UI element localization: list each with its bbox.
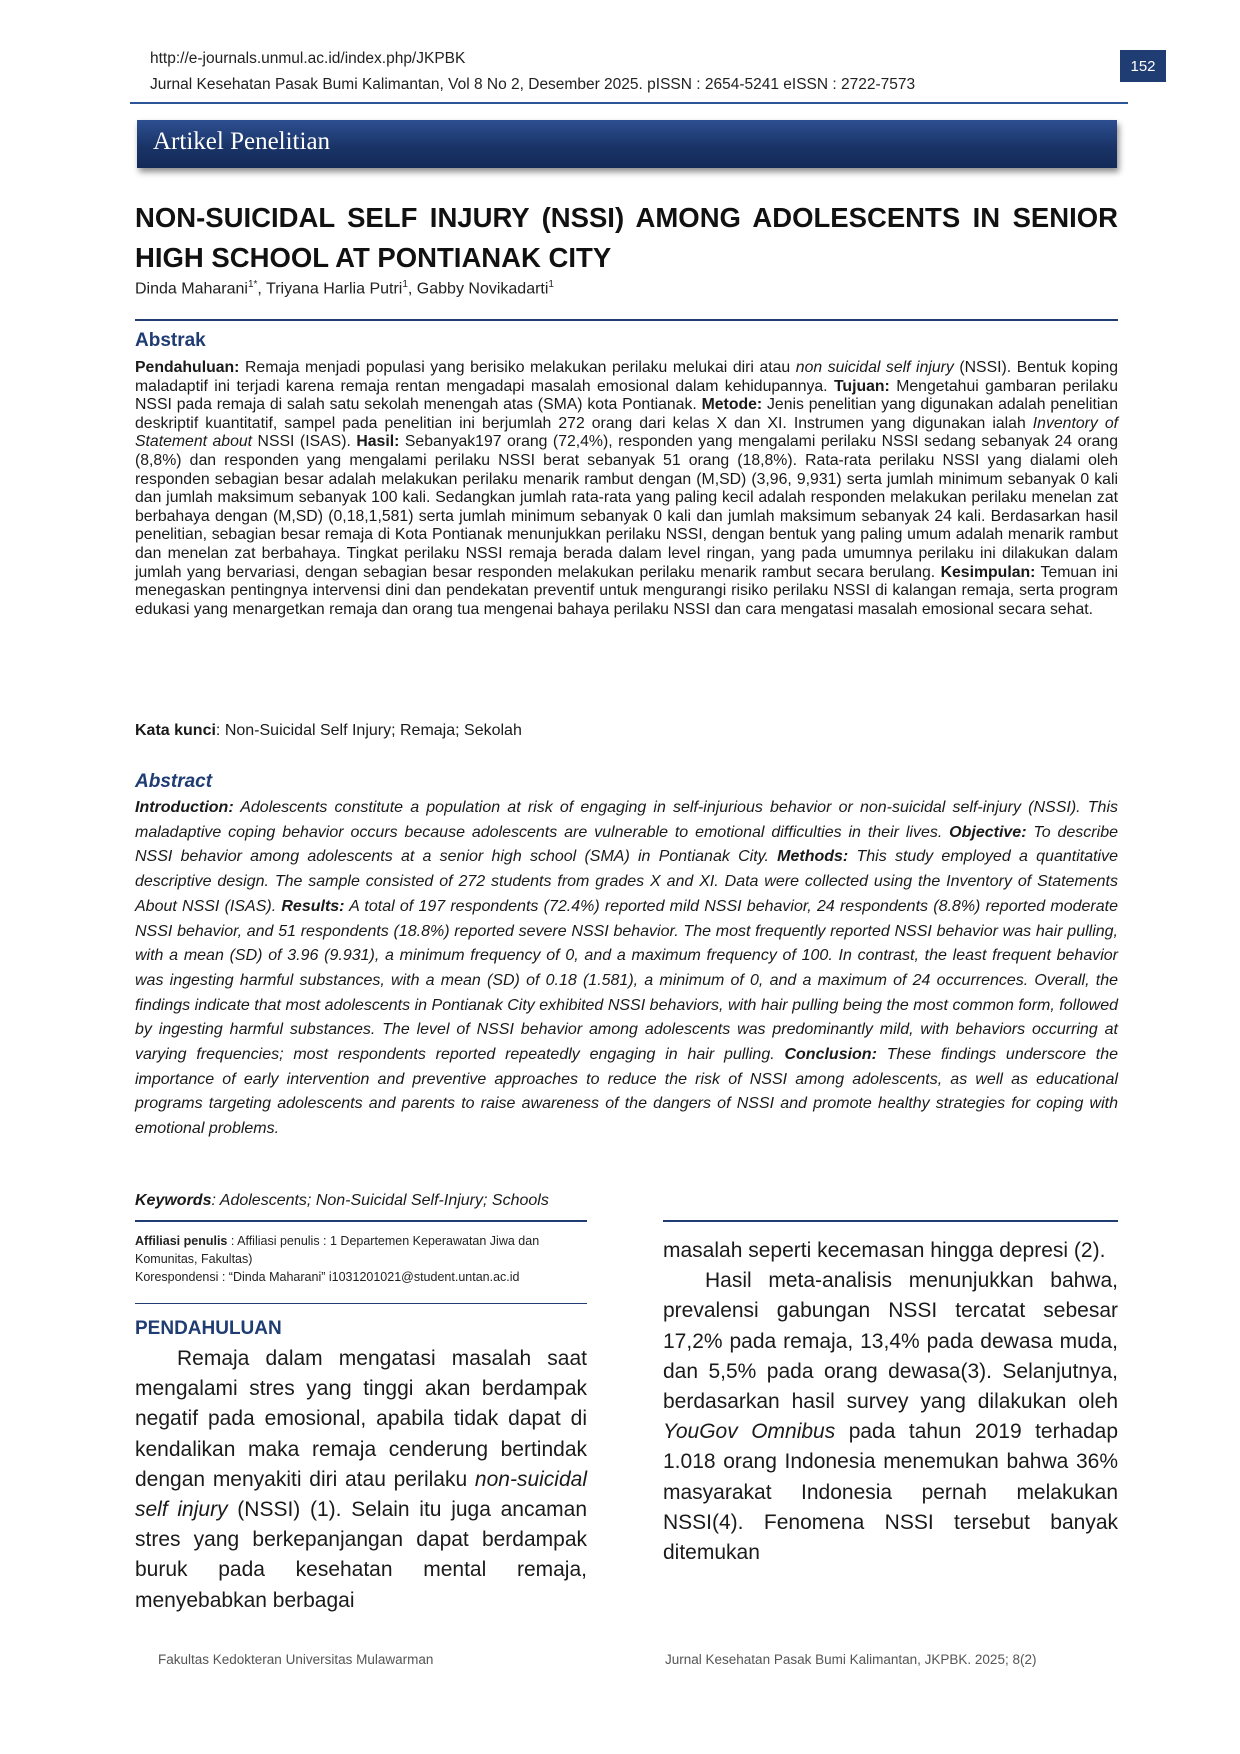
affiliation-label: Affiliasi penulis <box>135 1234 228 1248</box>
body-right-column <box>663 1236 1118 1568</box>
body-paragraph <box>135 1344 587 1616</box>
abstract-text: To describe NSSI behavior among adolescents at a senior high school (SMA) in Pontianak City. <box>135 823 1118 866</box>
abstrak-text: (NSSI). Bentuk koping maladaptif ini terjadi karena remaja rentan mengadapi masalah emosional dalam kehidupannya. <box>135 359 1118 395</box>
keywords-label: Keywords <box>135 1192 212 1209</box>
author-1: Dinda Maharani <box>135 280 248 298</box>
metode-label: Metode: <box>701 396 763 414</box>
author-2-affiliation: 1 <box>402 279 408 290</box>
tujuan-label: Tujuan: <box>833 377 890 395</box>
body-text: pada tahun 2019 terhadap 1.018 orang Indonesia menemukan bahwa 36% masyarakat Indonesia pernah melakukan NSSI(4). Fenomena NSSI tersebut banyak ditemukan <box>663 1420 1118 1565</box>
author-3: , Gabby Novikadarti <box>407 280 549 298</box>
body-text: Hasil meta-analisis menunjukkan bahwa, prevalensi gabungan NSSI tercatat sebesar 17,2% pada remaja, 13,4% pada dewasa muda, dan 5,5% pada orang dewasa(3). Selanjutnya, berdasarkan hasil survey yang dilakukan oleh <box>663 1269 1118 1414</box>
keywords <box>135 1192 549 1210</box>
methods-label: Methods: <box>777 848 849 866</box>
journal-info: Jurnal Kesehatan Pasak Bumi Kalimantan, Vol 8 No 2, Desember 2025. pISSN : 2654-5241 eISSN : 2722-7573 <box>150 76 916 93</box>
author-list <box>135 279 554 298</box>
page-number-badge: 152 <box>1120 50 1166 82</box>
pendahuluan-label: Pendahuluan: <box>135 359 240 376</box>
footer-citation: Jurnal Kesehatan Pasak Bumi Kalimantan, JKPBK. 2025; 8(2) <box>665 1652 1037 1667</box>
abstract-heading: Abstract <box>135 771 213 792</box>
body-italic-term: non-suicidal self injury <box>135 1467 587 1522</box>
kata-kunci-label: Kata kunci <box>135 722 216 739</box>
title-divider <box>135 319 1118 321</box>
body-text: (NSSI) (1). Selain itu juga ancaman stres yang berkepanjangan dapat berdampak buruk pada kesehatan mental remaja, menyebabkan berbagai <box>135 1498 587 1612</box>
kesimpulan-label: Kesimpulan: <box>940 563 1036 581</box>
abstrak-heading: Abstrak <box>135 330 206 351</box>
body-text: Remaja dalam mengatasi masalah saat mengalami stres yang tinggi akan berdampak negatif pada emosional, apabila tidak dapat di kendalikan maka remaja cenderung bertindak dengan menyakiti diri atau perilaku <box>135 1347 587 1491</box>
abstract-body <box>135 796 1118 1142</box>
kata-kunci <box>135 722 522 740</box>
abstrak-text: NSSI (ISAS). <box>252 433 357 451</box>
abstrak-text: Jenis penelitian yang digunakan adalah penelitian deskriptif kuantitatif, sampel pada penelitian ini berjumlah 272 orang dari kelas X dan XI. Instrumen yang digunakan ialah <box>135 396 1118 432</box>
affiliation-text: : Affiliasi penulis : 1 Departemen Keperawatan Jiwa dan Komunitas, Fakultas) <box>135 1234 540 1266</box>
article-title: NON-SUICIDAL SELF INJURY (NSSI) AMONG ADOLESCENTS IN SENIOR HIGH SCHOOL AT PONTIANAK CITY <box>135 202 1118 273</box>
abstrak-text: Temuan ini menegaskan pentingnya intervensi dini dan pendekatan preventif untuk mengurangi risiko perilaku NSSI di kalangan remaja, serta program edukasi yang menargetkan remaja dan orang tua mengenai bahaya perilaku NSSI dan cara mengatasi masalah emosional secara sehat. <box>135 563 1118 618</box>
footer-faculty: Fakultas Kedokteran Universitas Mulawarman <box>158 1652 434 1667</box>
affiliation-bottom-divider <box>135 1303 587 1304</box>
article-type-label: Artikel Penelitian <box>153 128 331 155</box>
author-2: , Triyana Harlia Putri <box>257 280 403 298</box>
conclusion-label: Conclusion: <box>784 1046 877 1064</box>
body-italic-term: YouGov Omnibus <box>663 1420 836 1444</box>
abstrak-text: Sebanyak197 orang (72,4%), responden yang mengalami perilaku NSSI sedang sebanyak 24 orang (8,8%) dan responden yang mengalami perilaku NSSI berat sebanyak 51 orang (18,8%). Rata-rata perilaku NSSI yang dialami oleh responden sebagian besar adalah melakukan perilaku menarik rambut dengan (M,SD) (3,96, 9,931) serta jumlah minimum sebanyak 0 kali dan jumlah maksimum sebanyak 100 kali. Sedangkan jumlah rata-rata yang paling kecil adalah responden melakukan perilaku menelan zat berbahaya dengan (M,SD) (0,18,1,581) serta jumlah minimum sebanyak 0 kali dan jumlah maksimum sebanyak 24 kali. Berdasarkan hasil penelitian, sebagian besar remaja di Kota Pontianak menunjukkan perilaku NSSI, dengan bentuk yang paling umum adalah menarik rambut dan menelan zat berbahaya. Tingkat perilaku NSSI remaja berada dalam level ringan, yang pada umumnya perilaku ini dilakukan dalam jumlah yang bervariasi, dengan sebagian besar responden melakukan perilaku menarik rambut secara berulang. <box>135 433 1118 581</box>
abstrak-text: Mengetahui gambaran perilaku NSSI pada remaja di salah satu sekolah menengah atas (SMA) kota Pontianak. <box>135 377 1118 414</box>
author-3-affiliation: 1 <box>548 279 554 290</box>
abstrak-body <box>135 359 1118 619</box>
right-column-divider <box>663 1220 1118 1222</box>
abstrak-text: Remaja menjadi populasi yang berisiko melakukan perilaku melukai diri atau <box>239 359 796 376</box>
author-1-affiliation: 1* <box>247 279 258 290</box>
kata-kunci-text: : Non-Suicidal Self Injury; Remaja; Sekolah <box>215 722 522 739</box>
body-paragraph <box>663 1266 1118 1568</box>
affiliation-top-divider <box>135 1220 587 1222</box>
article-type-banner <box>137 120 1117 168</box>
introduction-label: Introduction: <box>135 799 234 816</box>
header-divider <box>130 102 1128 104</box>
abstract-text: This study employed a quantitative descriptive design. The sample consisted of 272 students from grades X and XI. Data were collected using the Inventory of Statements About NSSI (ISAS). <box>135 848 1118 915</box>
journal-url[interactable]: http://e-journals.unmul.ac.id/index.php/JKPBK <box>150 50 466 67</box>
hasil-label: Hasil: <box>356 433 400 451</box>
abstract-text: Adolescents constitute a population at risk of engaging in self-injurious behavior or non-suicidal self-injury (NSSI). This maladaptive coping behavior occurs because adolescents are vulnerable to emotional difficulties in their lives. <box>135 799 1118 841</box>
objective-label: Objective: <box>949 823 1027 841</box>
pendahuluan-heading: PENDAHULUAN <box>135 1318 282 1339</box>
keywords-text: : Adolescents; Non-Suicidal Self-Injury; Schools <box>211 1192 549 1209</box>
body-left-column <box>135 1344 587 1616</box>
abstrak-italic-term: Inventory of Statement about <box>135 414 1118 451</box>
abstrak-italic-term: non suicidal self injury <box>795 359 954 376</box>
abstract-text: A total of 197 respondents (72.4%) reported mild NSSI behavior, 24 respondents (8.8%) reported moderate NSSI behavior, and 51 respondents (18.8%) reported severe NSSI behavior. The most frequently reported NSSI behavior was hair pulling, with a mean (SD) of 3.96 (9.931), a minimum frequency of 0, and a maximum frequency of 100. In contrast, the least frequent behavior was ingesting harmful substances, with a mean (SD) of 0.18 (1.581), a minimum of 0, and a maximum of 24 occurrences. Overall, the findings indicate that most adolescents in Pontianak City exhibited NSSI behaviors, with hair pulling being the most common form, followed by ingesting harmful substances. The level of NSSI behavior among adolescents was predominantly mild, with behaviors occurring at varying frequencies; most respondents reported repeatedly engaging in hair pulling. <box>135 897 1118 1064</box>
affiliation-block <box>135 1232 587 1286</box>
abstract-text: These findings underscore the importance of early intervention and preventive approaches to reduce the risk of NSSI among adolescents, as well as educational programs targeting adolescents and parents to raise awareness of the dangers of NSSI and promote healthy strategies for coping with emotional problems. <box>135 1046 1119 1138</box>
results-label: Results: <box>281 897 345 915</box>
body-paragraph: masalah seperti kecemasan hingga depresi (2). <box>663 1239 1106 1262</box>
correspondence-text: Korespondensi : “Dinda Maharani” i1031201021@student.untan.ac.id <box>135 1270 520 1284</box>
